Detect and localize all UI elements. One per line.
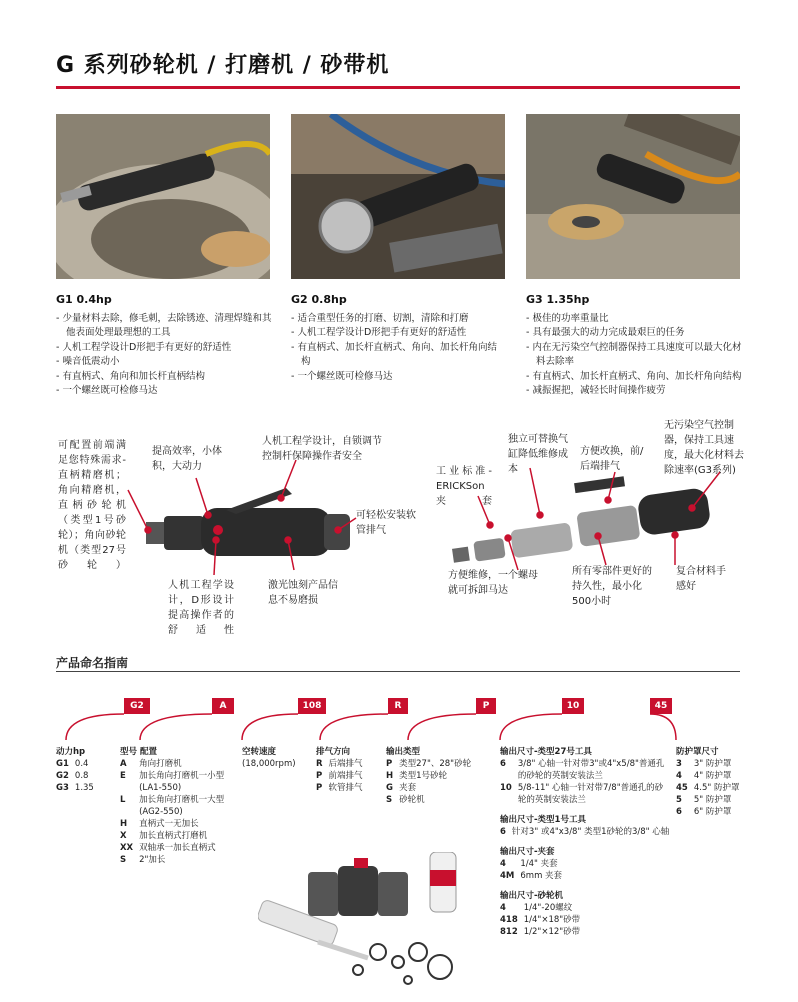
belt-desc: 1/4"×18"砂带 bbox=[523, 915, 581, 925]
feature-item: - 极佳的功率重量比 bbox=[526, 312, 742, 327]
code-guard: 45 bbox=[650, 698, 672, 714]
callout-dshape: 人机工程学设计，D形设计提高操作者的舒适性 bbox=[168, 580, 234, 636]
exhaust-code: R bbox=[316, 759, 323, 769]
feature-item: - 一个螺丝既可检修马达 bbox=[56, 384, 272, 399]
size-desc: 5/8-11" 心轴一针对带7/8"普通孔的砂轮的英制安装法兰 bbox=[517, 783, 664, 805]
size-desc: 3/8" 心轴一针对带3"或4"x5/8"普通孔的砂轮的英制安装法兰 bbox=[517, 759, 665, 781]
guard-code: 3 bbox=[676, 759, 682, 769]
naming-col-power bbox=[56, 746, 116, 794]
col-heading: 输出类型 bbox=[386, 747, 421, 757]
output-code: P bbox=[386, 759, 393, 769]
model-code: H bbox=[120, 819, 128, 829]
page-title: G 系列砂轮机 / 打磨机 / 砂带机 bbox=[56, 53, 390, 78]
guard-desc: 4.5" 防护罩 bbox=[693, 783, 740, 793]
callout-efficiency: 提高效率，小体积，大动力 bbox=[152, 446, 222, 472]
guard-code: 6 bbox=[676, 807, 682, 817]
accessories-image bbox=[258, 852, 474, 992]
model-desc: 2"加长 bbox=[139, 855, 166, 865]
col-subheading: 输出尺寸-夹套 bbox=[500, 847, 555, 857]
model-code: S bbox=[120, 855, 127, 865]
callout-front-end: 可配置前端满足您特殊需求-直柄精磨机；角向精磨机，直柄砂轮机（类型1号砂轮）；角向砂轮机（类型27号砂轮） bbox=[58, 440, 126, 571]
photo-g1 bbox=[56, 114, 270, 279]
belt-code: 418 bbox=[500, 915, 518, 925]
model-code: A bbox=[120, 759, 127, 769]
product-title: G2 0.8hp bbox=[291, 293, 347, 306]
feature-item: - 人机工程学设计D形把手有更好的舒适性 bbox=[56, 341, 272, 356]
product-g1 bbox=[56, 293, 272, 399]
guard-desc: 4" 防护罩 bbox=[693, 771, 732, 781]
callout-muffler: 独立可替换气缸降低维修成本 bbox=[508, 434, 568, 475]
code-speed: 108 bbox=[298, 698, 326, 714]
feature-item: - 一个螺丝既可检修马达 bbox=[291, 370, 505, 385]
collet-code: 4M bbox=[500, 871, 515, 881]
callout-durable: 所有零部件更好的持久性，最小化500小时 bbox=[572, 566, 652, 607]
product-g2 bbox=[291, 293, 505, 384]
output-code: G bbox=[386, 783, 393, 793]
power-code: G2 bbox=[56, 771, 69, 781]
model-desc: 双轴承一加长直柄式 bbox=[139, 843, 216, 853]
col-heading: 排气方向 bbox=[316, 747, 351, 757]
naming-col-exhaust bbox=[316, 746, 382, 794]
title-divider bbox=[56, 86, 740, 89]
output-desc: 类型1号砂轮 bbox=[399, 771, 448, 781]
photo-g3 bbox=[526, 114, 740, 279]
col-heading: 动力hp bbox=[56, 747, 86, 757]
model-desc: 加长角向打磨机一小型(LA1-550) bbox=[139, 771, 225, 793]
feature-item: - 适合重型任务的打磨、切割，清除和打磨 bbox=[291, 312, 505, 327]
naming-guide-title: 产品命名指南 bbox=[56, 656, 129, 670]
collet-desc: 6mm 夹套 bbox=[520, 871, 563, 881]
col-heading: 防护罩尺寸 bbox=[676, 747, 719, 757]
model-desc: 角向打磨机 bbox=[139, 759, 182, 769]
code-power: G2 bbox=[124, 698, 150, 714]
callout-grip: 复合材料手感好 bbox=[676, 566, 726, 592]
model-desc: 加长直柄式打磨机 bbox=[139, 831, 208, 841]
naming-guide-divider bbox=[56, 671, 740, 672]
belt-desc: 1/2"×12"砂带 bbox=[523, 927, 581, 937]
code-output: P bbox=[476, 698, 496, 714]
power-value: 0.4 bbox=[74, 759, 89, 769]
feature-item: - 噪音低震动小 bbox=[56, 355, 272, 370]
exhaust-code: P bbox=[316, 771, 323, 781]
col-subheading: 输出尺寸-砂轮机 bbox=[500, 891, 564, 901]
output-desc: 类型27"、28"砂轮 bbox=[399, 759, 472, 769]
feature-item: - 有直柄式、加长杆直柄式、角向、加长杆角向结构 bbox=[291, 341, 505, 370]
product-title: G3 1.35hp bbox=[526, 293, 590, 306]
callout-erickson: 工业标准-ERICKSon夹套 bbox=[436, 466, 492, 507]
feature-item: - 有直柄式、加长杆直柄式、角向、加长杆角向结构 bbox=[526, 370, 742, 385]
model-code: L bbox=[120, 795, 126, 805]
guard-desc: 5" 防护罩 bbox=[693, 795, 732, 805]
photo-g2 bbox=[291, 114, 505, 279]
belt-code: 812 bbox=[500, 927, 518, 937]
guard-code: 45 bbox=[676, 783, 688, 793]
naming-col-guard bbox=[676, 746, 742, 818]
speed-value: (18,000rpm) bbox=[242, 759, 296, 769]
naming-col-output bbox=[386, 746, 494, 806]
exhaust-desc: 软管排气 bbox=[328, 783, 363, 793]
power-value: 0.8 bbox=[74, 771, 89, 781]
model-code: E bbox=[120, 771, 126, 781]
naming-col-speed bbox=[242, 746, 310, 770]
guard-desc: 6" 防护罩 bbox=[693, 807, 732, 817]
output-code: H bbox=[386, 771, 394, 781]
power-code: G1 bbox=[56, 759, 69, 769]
callout-rear-exhaust: 方便改换，前/后端排气 bbox=[580, 446, 644, 472]
collet-desc: 1/4" 夹套 bbox=[520, 859, 558, 869]
size-code: 6 bbox=[500, 759, 506, 769]
feature-item: - 少量材料去除，修毛刺，去除锈迹、清理焊缝和其他表面处理最理想的工具 bbox=[56, 312, 272, 341]
feature-item: - 减振握把，减轻长时间操作疲劳 bbox=[526, 384, 742, 399]
product-g3 bbox=[526, 293, 742, 399]
output-code: S bbox=[386, 795, 393, 805]
model-code: X bbox=[120, 831, 127, 841]
power-code: G3 bbox=[56, 783, 69, 793]
guard-code: 5 bbox=[676, 795, 682, 805]
exhaust-code: P bbox=[316, 783, 323, 793]
exhaust-desc: 后端排气 bbox=[328, 759, 363, 769]
output-desc: 砂轮机 bbox=[399, 795, 425, 805]
callout-exhaust: 可轻松安装软管排气 bbox=[356, 510, 416, 536]
col-heading: 输出尺寸-类型27号工具 bbox=[500, 747, 592, 757]
model-desc: 加长角向打磨机一大型(AG2-550) bbox=[139, 795, 225, 817]
exhaust-desc: 前端排气 bbox=[328, 771, 363, 781]
product-title: G1 0.4hp bbox=[56, 293, 112, 306]
callout-lock-lever: 人机工程学设计，自锁调节控制杆保障操作者安全 bbox=[262, 436, 382, 462]
size-code: 6 bbox=[500, 827, 506, 837]
belt-desc: 1/4"-20螺纹 bbox=[523, 903, 573, 913]
callout-maintenance: 方便维修，一个螺母就可拆卸马达 bbox=[448, 570, 538, 596]
collet-code: 4 bbox=[500, 859, 506, 869]
naming-connectors bbox=[56, 700, 746, 746]
belt-code: 4 bbox=[500, 903, 506, 913]
size-code: 10 bbox=[500, 783, 512, 793]
feature-item: - 具有最强大的动力完成最艰巨的任务 bbox=[526, 326, 742, 341]
model-code: XX bbox=[120, 843, 134, 853]
guard-desc: 3" 防护罩 bbox=[693, 759, 732, 769]
code-size: 10 bbox=[562, 698, 584, 714]
naming-col-model bbox=[120, 746, 236, 866]
size-desc: 针对3" 或4"x3/8" 类型1砂轮的3/8" 心轴 bbox=[511, 827, 670, 837]
col-subheading: 输出尺寸-类型1号工具 bbox=[500, 815, 586, 825]
feature-item: - 人机工程学设计D形把手有更好的舒适性 bbox=[291, 326, 505, 341]
callout-governor: 无污染空气控制器，保持工具速度，最大化材料去除速率(G3系列) bbox=[664, 420, 744, 476]
col-heading: 空转速度 bbox=[242, 747, 277, 757]
model-desc: 直柄式一无加长 bbox=[139, 819, 199, 829]
code-exhaust: R bbox=[388, 698, 408, 714]
guard-code: 4 bbox=[676, 771, 682, 781]
naming-col-size bbox=[500, 746, 670, 938]
feature-item: - 内在无污染空气控制器保持工具速度可以最大化材料去除率 bbox=[526, 341, 742, 370]
output-desc: 夹套 bbox=[399, 783, 417, 793]
power-value: 1.35 bbox=[74, 783, 94, 793]
callout-laser: 激光蚀刻产品信息不易磨损 bbox=[268, 580, 338, 606]
feature-item: - 有直柄式、角向和加长杆直柄结构 bbox=[56, 370, 272, 385]
code-model: A bbox=[212, 698, 234, 714]
col-heading: 型号 配置 bbox=[120, 747, 157, 757]
